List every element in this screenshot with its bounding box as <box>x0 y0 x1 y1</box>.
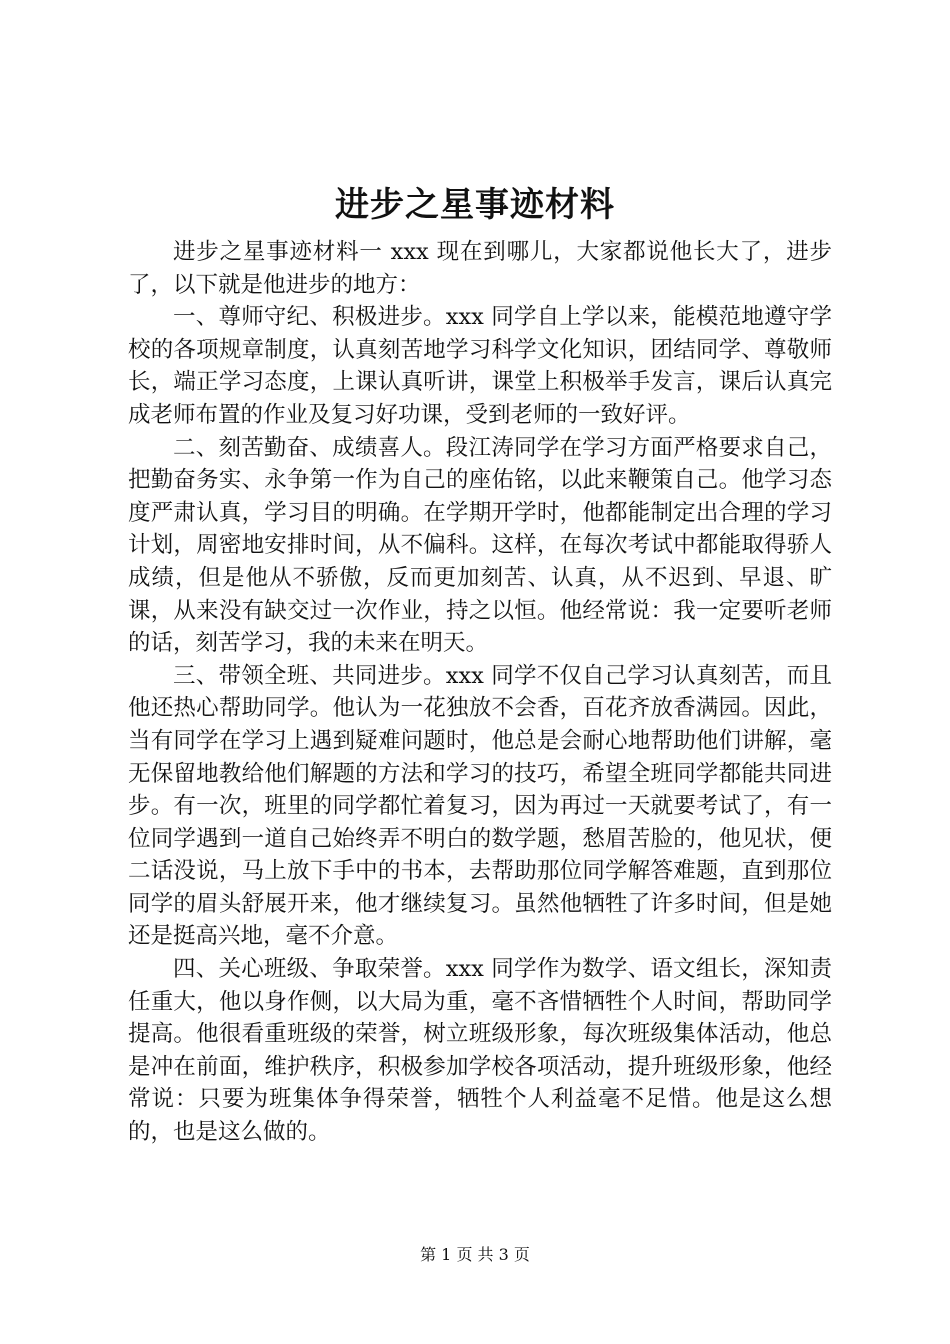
page-number-footer: 第 1 页 共 3 页 <box>420 1245 530 1264</box>
paragraph-section-2: 二、刻苦勤奋、成绩喜人。段江涛同学在学习方面严格要求自己，把勤奋务实、永争第一作为自己的座佑铭，以此来鞭策自己。他学习态度严肃认真，学习目的明确。在学期开学时，他都能制定出合理的学习计划，周密地安排时间，从不偏科。这样，在每次考试中都能取得骄人成绩，但是他从不骄傲，反而更加刻苦、认真，从不迟到、早退、旷课，从来没有缺交过一次作业，持之以恒。他经常说：我一定要听老师的话，刻苦学习，我的未来在明天。 <box>128 434 832 657</box>
paragraph-intro: 进步之星事迹材料一 xxx 现在到哪儿，大家都说他长大了，进步了，以下就是他进步的地方： <box>128 239 832 298</box>
document-title: 进步之星事迹材料 <box>335 185 615 225</box>
document-body <box>128 236 832 1149</box>
paragraph-section-4: 四、关心班级、争取荣誉。xxx 同学作为数学、语文组长，深知责任重大，他以身作侧，以大局为重，毫不吝惜牺牲个人时间，帮助同学提高。他很看重班级的荣誉，树立班级形象，每次班级集体活动，他总是冲在前面，维护秩序，积极参加学校各项活动，提升班级形象，他经常说：只要为班集体争得荣誉，牺牲个人利益毫不足惜。他是这么想的，也是这么做的。 <box>128 956 832 1146</box>
paragraph-section-3: 三、带领全班、共同进步。xxx 同学不仅自己学习认真刻苦，而且他还热心帮助同学。他认为一花独放不会香，百花齐放香满园。因此，当有同学在学习上遇到疑难问题时，他总是会耐心地帮助他们讲解，毫无保留地教给他们解题的方法和学习的技巧，希望全班同学都能共同进步。有一次，班里的同学都忙着复习，因为再过一天就要考试了，有一位同学遇到一道自己始终弄不明白的数学题，愁眉苦脸的，他见状，便二话没说，马上放下手中的书本，去帮助那位同学解答难题，直到那位同学的眉头舒展开来，他才继续复习。虽然他牺牲了许多时间，但是她还是挺高兴地，毫不介意。 <box>128 662 832 950</box>
paragraph-section-1: 一、尊师守纪、积极进步。xxx 同学自上学以来，能模范地遵守学校的各项规章制度，认真刻苦地学习科学文化知识，团结同学、尊敬师长，端正学习态度，上课认真听讲，课堂上积极举手发言，课后认真完成老师布置的作业及复习好功课，受到老师的一致好评。 <box>128 304 832 428</box>
